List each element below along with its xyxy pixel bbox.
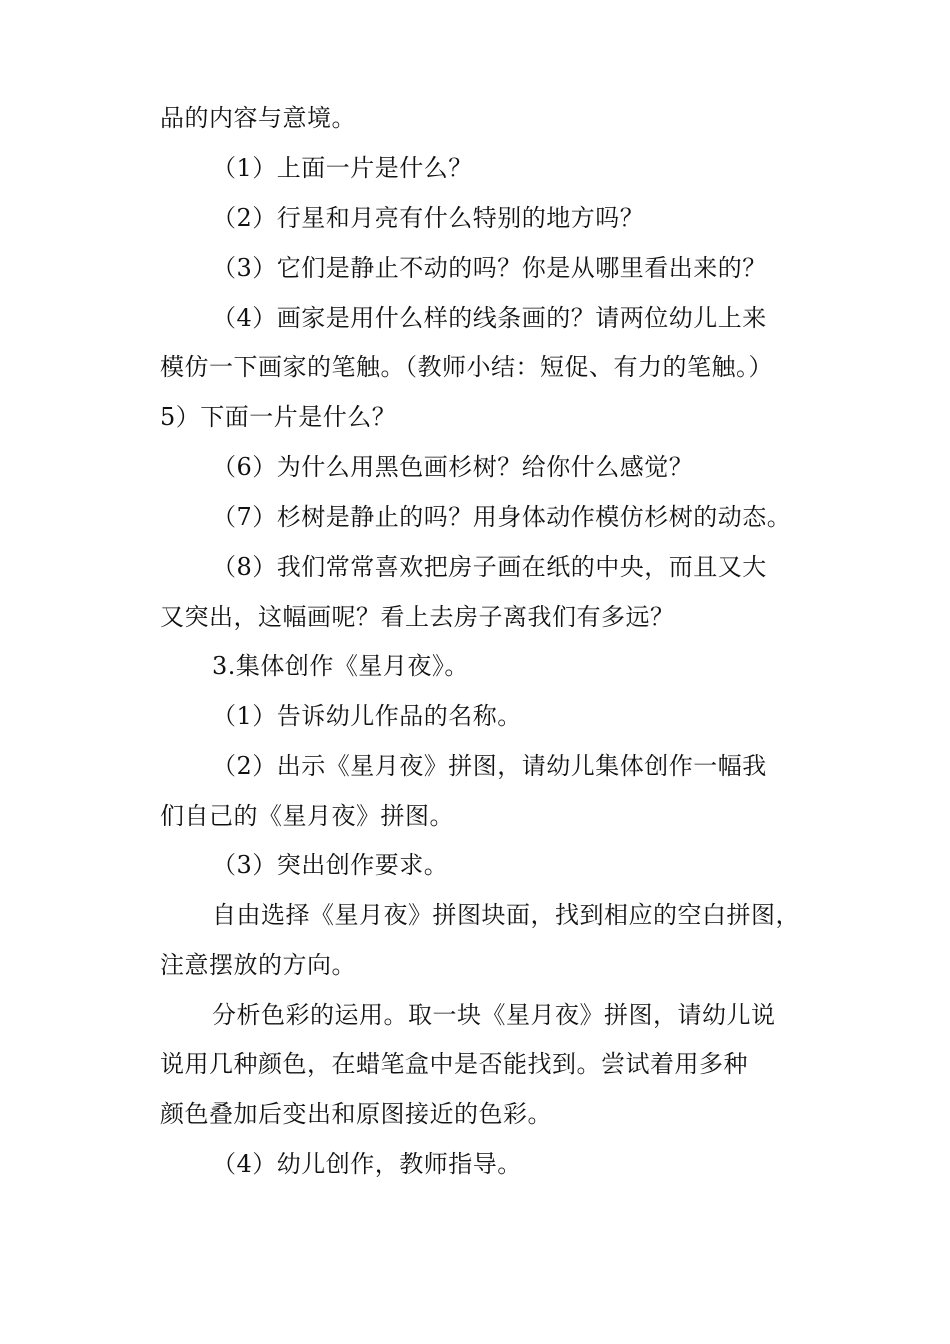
text-line: （7）杉树是静止的吗？用身体动作模仿杉树的动态。	[212, 503, 792, 531]
text-line: （1）告诉幼儿作品的名称。	[212, 702, 522, 730]
text-line: （8）我们常常喜欢把房子画在纸的中央，而且又大	[212, 553, 767, 581]
text-line: 分析色彩的运用。取一块《星月夜》拼图，请幼儿说	[212, 1001, 776, 1029]
text-line: （2）行星和月亮有什么特别的地方吗？	[212, 204, 645, 232]
text-line: （4）画家是用什么样的线条画的？请两位幼儿上来	[212, 304, 767, 332]
text-line: （1）上面一片是什么？	[212, 154, 473, 182]
text-line: （4）幼儿创作，教师指导。	[212, 1150, 522, 1178]
text-line: （6）为什么用黑色画杉树？给你什么感觉？	[212, 453, 694, 481]
section-heading: 3.集体创作《星月夜》。	[212, 652, 469, 680]
text-line: 自由选择《星月夜》拼图块面，找到相应的空白拼图，	[212, 901, 800, 929]
text-line: （2）出示《星月夜》拼图，请幼儿集体创作一幅我	[212, 752, 767, 780]
text-line: 注意摆放的方向。	[160, 951, 356, 979]
text-line: 们自己的《星月夜》拼图。	[160, 802, 454, 830]
text-line: （3）突出创作要求。	[212, 851, 449, 879]
text-line: 颜色叠加后变出和原图接近的色彩。	[160, 1100, 552, 1128]
text-line: 又突出，这幅画呢？看上去房子离我们有多远？	[160, 603, 675, 631]
text-line: （3）它们是静止不动的吗？你是从哪里看出来的？	[212, 254, 767, 282]
text-line: 模仿一下画家的笔触。（教师小结：短促、有力的笔触。）	[160, 353, 773, 381]
text-line: 说用几种颜色，在蜡笔盒中是否能找到。尝试着用多种	[160, 1050, 748, 1078]
text-line: 品的内容与意境。	[160, 104, 356, 132]
text-line: 5）下面一片是什么？	[160, 403, 397, 431]
